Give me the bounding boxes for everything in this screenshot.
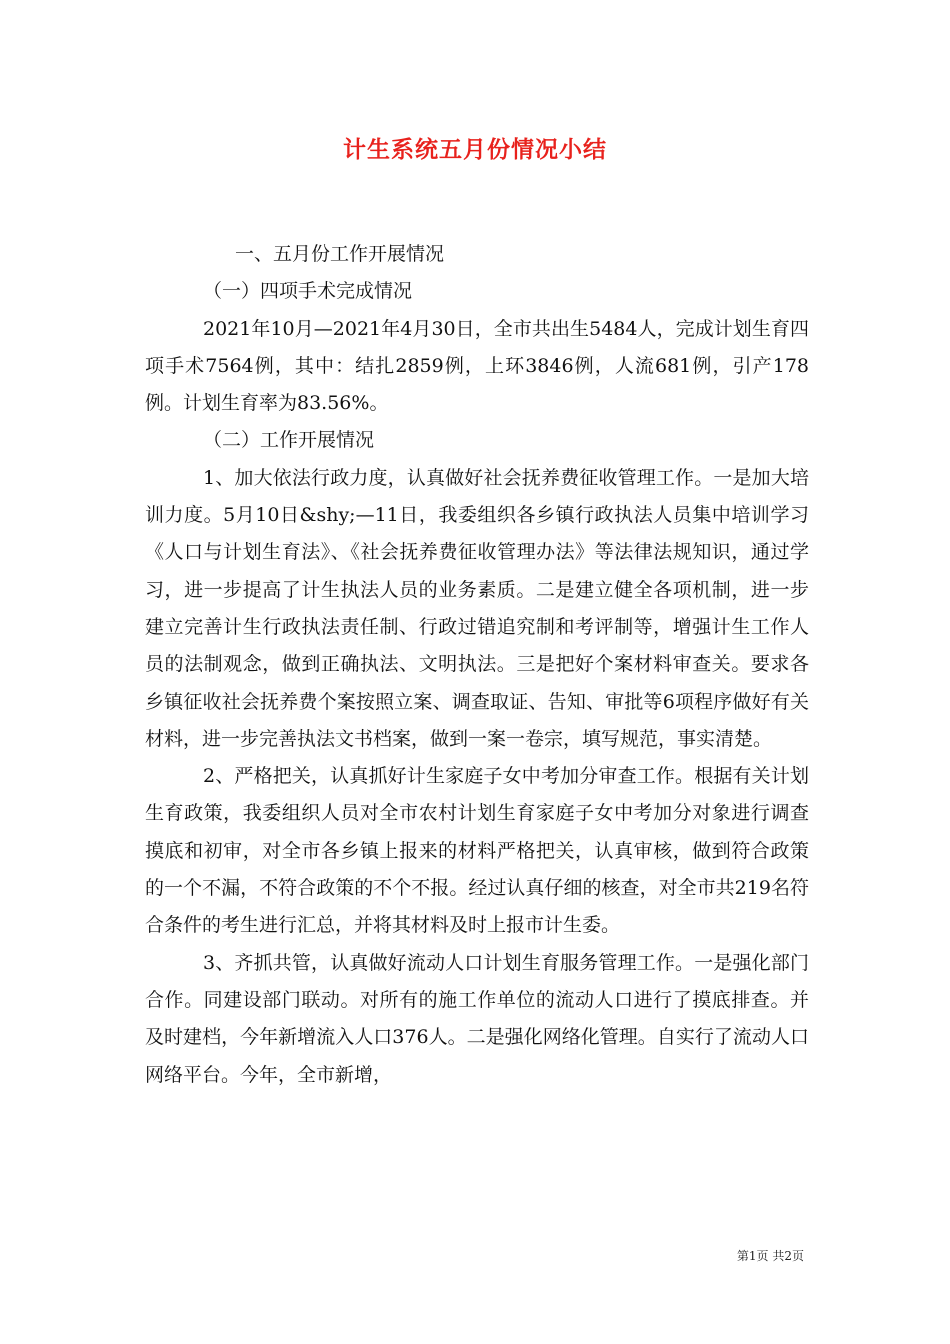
body-paragraph: 3、齐抓共管，认真做好流动人口计划生育服务管理工作。一是强化部门合作。同建设部门联动。对所有的施工作单位的流动人口进行了摸底排查。并及时建档，今年新增流入人口376人。二是强化网络化管理。自实行了流动人口网络平台。今年，全市新增，	[145, 951, 809, 1086]
body-paragraph: 1、加大依法行政力度，认真做好社会抚养费征收管理工作。一是加大培训力度。5月10日&shy;—11日，我委组织各乡镇行政执法人员集中培训学习《人口与计划生育法》、《社会抚养费征收管理办法》等法律法规知识，通过学习，进一步提高了计生执法人员的业务素质。二是建立健全各项机制，进一步建立完善计生行政执法责任制、行政过错追究制和考评制等，增强计生工作人员的法制观念，做到正确执法、文明执法。三是把好个案材料审查关。要求各乡镇征收社会抚养费个案按照立案、调查取证、告知、审批等6项程序做好有关材料，进一步完善执法文书档案，做到一案一卷宗，填写规范，事实清楚。	[145, 466, 809, 750]
body-paragraph: 2、严格把关，认真抓好计生家庭子女中考加分审查工作。根据有关计划生育政策，我委组织人员对全市农村计划生育家庭子女中考加分对象进行调查摸底和初审，对全市各乡镇上报来的材料严格把关，认真审核，做到符合政策的一个不漏，不符合政策的不个不报。经过认真仔细的核查，对全市共219名符合条件的考生进行汇总，并将其材料及时上报市计生委。	[145, 765, 809, 937]
body-paragraph: 2021年10月—2021年4月30日，全市共出生5484人，完成计划生育四项手术7564例，其中：结扎2859例，上环3846例，人流681例，引产178例。计划生育率为83.56%。	[145, 317, 809, 415]
document-body	[145, 236, 809, 1094]
subsection-heading: （二）工作开展情况	[203, 429, 375, 452]
document-title: 计生系统五月份情况小结	[343, 136, 607, 163]
section-heading: 一、五月份工作开展情况	[235, 243, 445, 265]
subsection-heading: （一）四项手术完成情况	[203, 280, 413, 303]
page-number: 第1页 共2页	[736, 1249, 804, 1263]
